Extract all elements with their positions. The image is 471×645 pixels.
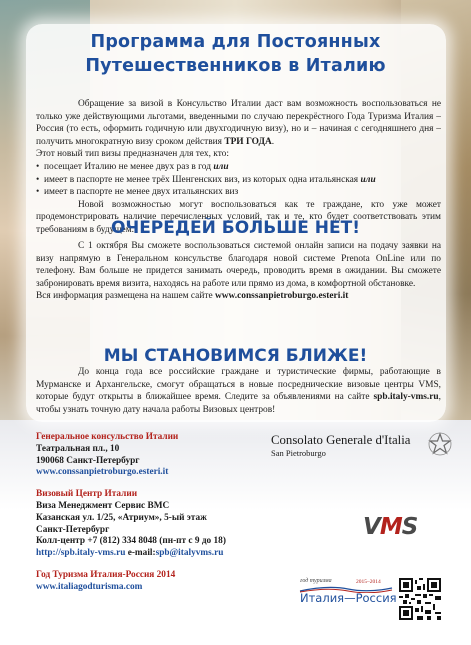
page-title <box>30 30 441 78</box>
consulate-logo <box>271 433 441 459</box>
consulate-logo-line-2: San Pietroburgo <box>271 448 326 458</box>
consulate-site-link[interactable]: www.conssanpietroburgo.esteri.it <box>214 291 349 302</box>
year-logo-name: Италия—Россия <box>300 591 397 605</box>
vc-line-2: Казанская ул. 1/25, «Атриум», 5-ый этаж <box>36 512 207 523</box>
qr-code-icon <box>399 578 441 620</box>
list-item: • посещает Италию не менее двух раз в год или <box>36 161 441 174</box>
vms-site-link[interactable]: spb.italy-vms.ru <box>373 392 439 403</box>
visa-center-name: Визовый Центр Италии <box>36 489 138 500</box>
consulate-address-1: Театральная пл., 10 <box>36 443 120 454</box>
consulate-site[interactable]: www.conssanpietroburgo.esteri.it <box>36 467 169 478</box>
closer-paragraph: До конца года все российские граждане и туристические фирмы, работающие в Мурманске и Архангельске, смогут обращаться в новые посреднические визовые центры VMS, которые будут открыты в ближайшее время. Следите за объявлениями на сайте spb.italy-vms.ru, чтобы узнать точную дату начала работы Визовых центров! <box>36 367 441 415</box>
queues-block <box>36 240 441 303</box>
tourism-year-site[interactable]: www.italiagodturisma.com <box>36 581 143 592</box>
year-logo-small: год туризма <box>300 578 332 584</box>
title-line-2: Путешественников в Италию <box>85 56 386 76</box>
list-item: • имеет в паспорте не менее трёх Шенгенских виз, из которых одна итальянская или <box>36 174 441 187</box>
intro-text: Обращение за визой в Консульство Италии даст вам возможность воспользоваться не только уже действующими льготами, введенными по случаю перекрёстного Года Туризма Италия – Россия (то есть, оформить годичную или двухгодичную визу), но и – начиная с сегодняшнего дня – получить многократную визу сроком действия <box>36 99 441 147</box>
three-years-bold: ТРИ ГОДА <box>224 136 272 147</box>
contacts-block <box>36 432 266 594</box>
conditions-list <box>36 161 441 199</box>
consulate-name: Генеральное консульство Италии <box>36 432 179 442</box>
queues-more: Вся информация размещена на нашем сайте www.conssanpietroburgo.esteri.it <box>36 291 349 302</box>
intro-block <box>36 98 441 237</box>
tourism-year-logo <box>298 578 398 628</box>
intro-paragraph-2: Новой возможностью могут воспользоваться как те граждане, кто уже может продемонстрировать наличие перечисленных условий, так и те, кто будет соответствовать этим требованиям в будущем. <box>36 199 441 235</box>
title-line-1: Программа для Постоянных <box>90 32 381 52</box>
vms-logo: VMS <box>363 514 418 540</box>
tourism-year-name: Год Туризма Италия-Россия 2014 <box>36 569 176 580</box>
consulate-logo-line-1: Consolato Generale d'Italia <box>271 433 411 447</box>
closer-block <box>36 366 441 416</box>
italian-emblem-icon <box>428 432 452 458</box>
intro-paragraph <box>36 98 441 148</box>
year-logo-years: 2015–2014 <box>356 579 381 585</box>
vc-line-1: Виза Менеджмент Сервис ВМС <box>36 500 170 511</box>
queues-paragraph: С 1 октября Вы сможете воспользоваться системой онлайн записи на подачу заявки на визу напрямую в Генеральном консульстве благодаря новой системе Prenota OnLine или по телефону. Вам больше не придется занимать очередь, проводить время в ожидании. Вы сможете забронировать время визита, находясь на работе или прямо из дома, в комфортной обстановке. <box>36 241 441 289</box>
vc-email[interactable]: spb@italyvms.ru <box>155 548 224 559</box>
bullets-lead: Этот новый тип визы предназначен для тех, кто: <box>36 149 229 160</box>
list-item: • имеет в паспорте не менее двух итальянских виз <box>36 186 441 199</box>
heading-closer: МЫ СТАНОВИМСЯ БЛИЖЕ! <box>103 346 368 366</box>
intro-end: . <box>271 136 275 147</box>
vc-site[interactable]: http://spb.italy-vms.ru <box>36 548 126 559</box>
consulate-address-2: 190068 Санкт-Петербург <box>36 455 140 466</box>
vc-line-3: Санкт-Петербург <box>36 524 110 535</box>
vc-line-4: Колл-центр +7 (812) 334 8048 (пн-пт с 9 до 18) <box>36 536 226 547</box>
heading-no-queues: ОЧЕРЕДЕЙ БОЛЬШЕ НЕТ! <box>111 218 360 238</box>
vc-web-line: http://spb.italy-vms.ru e-mail:spb@italyvms.ru <box>36 548 224 559</box>
